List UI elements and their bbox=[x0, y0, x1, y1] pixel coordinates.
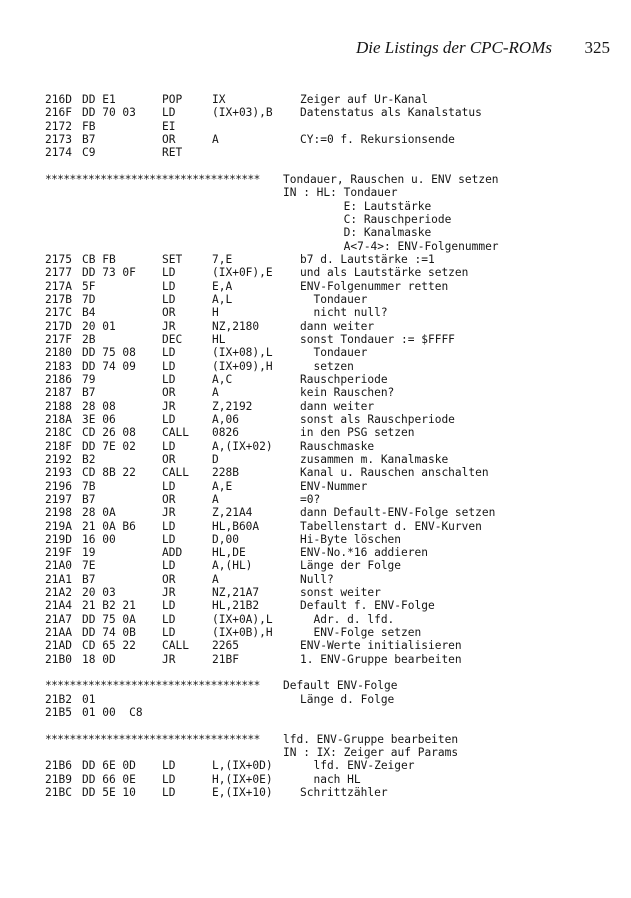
code-line bbox=[0, 373, 631, 386]
comment: lfd. ENV-Zeiger bbox=[300, 759, 415, 773]
address: 217C bbox=[45, 306, 72, 320]
opcode-bytes: B7 bbox=[82, 386, 96, 400]
mnemonic: LD bbox=[162, 532, 176, 546]
mnemonic: JR bbox=[162, 399, 176, 413]
code-line bbox=[0, 320, 631, 333]
comment: ENV-Folge setzen bbox=[300, 626, 422, 640]
operand: (IX+09),H bbox=[212, 359, 273, 373]
address: 2187 bbox=[45, 386, 72, 400]
mnemonic: LD bbox=[162, 106, 176, 120]
mnemonic: JR bbox=[162, 506, 176, 520]
mnemonic: LD bbox=[162, 279, 176, 293]
address: 2186 bbox=[45, 372, 72, 386]
comment: Null? bbox=[300, 572, 334, 586]
address: 218A bbox=[45, 412, 72, 426]
comment: Hi-Byte löschen bbox=[300, 532, 402, 546]
operand: L,(IX+0D) bbox=[212, 759, 273, 773]
address: 21B9 bbox=[45, 772, 72, 786]
code-line bbox=[0, 533, 631, 546]
code-line bbox=[0, 93, 631, 106]
operand: A bbox=[212, 132, 219, 146]
code-line bbox=[0, 759, 631, 772]
comment: D: Kanalmaske bbox=[283, 226, 432, 240]
address: 2193 bbox=[45, 466, 72, 480]
code-line bbox=[0, 786, 631, 799]
address: 219F bbox=[45, 546, 72, 560]
operand: Z,21A4 bbox=[212, 506, 253, 520]
address: 2172 bbox=[45, 119, 72, 133]
comment: 1. ENV-Gruppe bearbeiten bbox=[300, 652, 462, 666]
comment: Zeiger auf Ur-Kanal bbox=[300, 93, 428, 106]
opcode-bytes: 28 08 bbox=[82, 399, 116, 413]
opcode-bytes: 2B bbox=[82, 332, 96, 346]
opcode-bytes: 20 01 bbox=[82, 319, 116, 333]
code-line bbox=[0, 426, 631, 439]
asterisk-separator: *********************************** bbox=[45, 732, 260, 746]
comment: E: Lautstärke bbox=[283, 199, 432, 213]
address: 21B5 bbox=[45, 706, 72, 720]
comment: Tondauer, Rauschen u. ENV setzen bbox=[283, 172, 499, 186]
operand: 0826 bbox=[212, 426, 239, 440]
operand: 21BF bbox=[212, 652, 239, 666]
opcode-bytes: DD 70 03 bbox=[82, 106, 136, 120]
opcode-bytes: 19 bbox=[82, 546, 96, 560]
operand: 2265 bbox=[212, 639, 239, 653]
address: 21AA bbox=[45, 626, 72, 640]
code-line bbox=[0, 386, 631, 399]
code-line bbox=[0, 346, 631, 359]
code-line bbox=[0, 306, 631, 319]
mnemonic: LD bbox=[162, 266, 176, 280]
page-header bbox=[0, 38, 610, 62]
code-line bbox=[0, 546, 631, 559]
running-title: Die Listings der CPC-ROMs bbox=[356, 38, 552, 57]
mnemonic: LD bbox=[162, 612, 176, 626]
assembly-listing bbox=[0, 93, 631, 799]
opcode-bytes: 7B bbox=[82, 479, 96, 493]
comment: dann weiter bbox=[300, 399, 375, 413]
code-line bbox=[0, 599, 631, 612]
opcode-bytes: DD 75 0A bbox=[82, 612, 136, 626]
mnemonic: ADD bbox=[162, 546, 183, 560]
opcode-bytes: DD 7E 02 bbox=[82, 439, 136, 453]
address: 218C bbox=[45, 426, 72, 440]
section-comment-row bbox=[0, 186, 631, 199]
address: 2177 bbox=[45, 266, 72, 280]
code-line bbox=[0, 626, 631, 639]
operand: A bbox=[212, 386, 219, 400]
opcode-bytes: DD 75 08 bbox=[82, 346, 136, 360]
operand: H,(IX+0E) bbox=[212, 772, 273, 786]
section-comment-row bbox=[0, 240, 631, 253]
address: 21B0 bbox=[45, 652, 72, 666]
mnemonic: OR bbox=[162, 572, 176, 586]
operand: (IX+0F),E bbox=[212, 266, 273, 280]
section-comment-row bbox=[0, 200, 631, 213]
operand: HL,B60A bbox=[212, 519, 260, 533]
address: 21B6 bbox=[45, 759, 72, 773]
mnemonic: JR bbox=[162, 586, 176, 600]
comment: ENV-Werte initialisieren bbox=[300, 639, 462, 653]
code-line bbox=[0, 413, 631, 426]
operand: E,(IX+10) bbox=[212, 786, 273, 800]
address: 217F bbox=[45, 332, 72, 346]
mnemonic: LD bbox=[162, 359, 176, 373]
comment: IN : IX: Zeiger auf Params bbox=[283, 746, 459, 760]
comment: Rauschperiode bbox=[300, 372, 388, 386]
code-line bbox=[0, 266, 631, 279]
operand: A,E bbox=[212, 479, 233, 493]
comment: b7 d. Lautstärke :=1 bbox=[300, 252, 435, 266]
mnemonic: LD bbox=[162, 372, 176, 386]
code-line bbox=[0, 400, 631, 413]
code-line bbox=[0, 333, 631, 346]
code-line bbox=[0, 693, 631, 706]
comment: Default f. ENV-Folge bbox=[300, 599, 435, 613]
section-header-row bbox=[0, 173, 631, 186]
opcode-bytes: DD 74 09 bbox=[82, 359, 136, 373]
operand: HL,21B2 bbox=[212, 599, 260, 613]
mnemonic: LD bbox=[162, 786, 176, 800]
opcode-bytes: 79 bbox=[82, 372, 96, 386]
opcode-bytes: 7E bbox=[82, 559, 96, 573]
comment: ENV-Nummer bbox=[300, 479, 368, 493]
opcode-bytes: B2 bbox=[82, 452, 96, 466]
mnemonic: LD bbox=[162, 519, 176, 533]
opcode-bytes: 18 0D bbox=[82, 652, 116, 666]
address: 219A bbox=[45, 519, 72, 533]
operand: HL bbox=[212, 332, 226, 346]
code-line bbox=[0, 466, 631, 479]
address: 21B2 bbox=[45, 692, 72, 706]
operand: (IX+08),L bbox=[212, 346, 273, 360]
mnemonic: LD bbox=[162, 559, 176, 573]
code-line bbox=[0, 280, 631, 293]
address: 21BC bbox=[45, 786, 72, 800]
mnemonic: LD bbox=[162, 292, 176, 306]
code-line bbox=[0, 573, 631, 586]
operand: A,(IX+02) bbox=[212, 439, 273, 453]
comment: CY:=0 f. Rekursionsende bbox=[300, 132, 455, 146]
mnemonic: DEC bbox=[162, 332, 183, 346]
mnemonic: OR bbox=[162, 306, 176, 320]
mnemonic: LD bbox=[162, 759, 176, 773]
comment: =0? bbox=[300, 492, 321, 506]
mnemonic: LD bbox=[162, 412, 176, 426]
code-line bbox=[0, 773, 631, 786]
mnemonic: JR bbox=[162, 652, 176, 666]
comment: ENV-Folgenummer retten bbox=[300, 279, 449, 293]
address: 21A1 bbox=[45, 572, 72, 586]
opcode-bytes: 20 03 bbox=[82, 586, 116, 600]
address: 2188 bbox=[45, 399, 72, 413]
comment: sonst weiter bbox=[300, 586, 381, 600]
comment: nicht null? bbox=[300, 306, 388, 320]
operand: A,L bbox=[212, 292, 233, 306]
code-line bbox=[0, 613, 631, 626]
opcode-bytes: DD 5E 10 bbox=[82, 786, 136, 800]
opcode-bytes: CB FB bbox=[82, 252, 116, 266]
operand: (IX+0A),L bbox=[212, 612, 273, 626]
operand: IX bbox=[212, 93, 226, 106]
section-comment-row bbox=[0, 213, 631, 226]
mnemonic: RET bbox=[162, 146, 183, 160]
mnemonic: OR bbox=[162, 492, 176, 506]
blank-line bbox=[0, 719, 631, 732]
address: 216F bbox=[45, 106, 72, 120]
code-line bbox=[0, 253, 631, 266]
mnemonic: CALL bbox=[162, 466, 189, 480]
mnemonic: LD bbox=[162, 346, 176, 360]
code-line bbox=[0, 440, 631, 453]
mnemonic: OR bbox=[162, 452, 176, 466]
comment: nach HL bbox=[300, 772, 361, 786]
comment: dann weiter bbox=[300, 319, 375, 333]
comment: Kanal u. Rauschen anschalten bbox=[300, 466, 489, 480]
code-line bbox=[0, 706, 631, 719]
operand: A,C bbox=[212, 372, 233, 386]
asterisk-separator: *********************************** bbox=[45, 679, 260, 693]
code-line bbox=[0, 639, 631, 652]
operand: 7,E bbox=[212, 252, 233, 266]
opcode-bytes: DD 6E 0D bbox=[82, 759, 136, 773]
code-line bbox=[0, 146, 631, 159]
operand: A bbox=[212, 572, 219, 586]
address: 2196 bbox=[45, 479, 72, 493]
comment: Tondauer bbox=[300, 292, 368, 306]
opcode-bytes: 3E 06 bbox=[82, 412, 116, 426]
opcode-bytes: B4 bbox=[82, 306, 96, 320]
code-line bbox=[0, 480, 631, 493]
section-comment-row bbox=[0, 226, 631, 239]
opcode-bytes: 21 B2 21 bbox=[82, 599, 136, 613]
comment: Länge der Folge bbox=[300, 559, 402, 573]
comment: Schrittzähler bbox=[300, 786, 388, 800]
address: 218F bbox=[45, 439, 72, 453]
blank-line bbox=[0, 666, 631, 679]
address: 2180 bbox=[45, 346, 72, 360]
opcode-bytes: CD 8B 22 bbox=[82, 466, 136, 480]
address: 2197 bbox=[45, 492, 72, 506]
opcode-bytes: 01 00 C8 bbox=[82, 706, 143, 720]
address: 2174 bbox=[45, 146, 72, 160]
operand: (IX+03),B bbox=[212, 106, 273, 120]
mnemonic: JR bbox=[162, 319, 176, 333]
address: 2183 bbox=[45, 359, 72, 373]
code-line bbox=[0, 293, 631, 306]
code-line bbox=[0, 559, 631, 572]
comment: Tondauer bbox=[300, 346, 368, 360]
section-header-row bbox=[0, 679, 631, 692]
code-line bbox=[0, 133, 631, 146]
comment: sonst als Rauschperiode bbox=[300, 412, 455, 426]
address: 2175 bbox=[45, 252, 72, 266]
comment: Adr. d. lfd. bbox=[300, 612, 395, 626]
address: 2173 bbox=[45, 132, 72, 146]
opcode-bytes: CD 26 08 bbox=[82, 426, 136, 440]
comment: Rauschmaske bbox=[300, 439, 375, 453]
address: 2198 bbox=[45, 506, 72, 520]
mnemonic: OR bbox=[162, 132, 176, 146]
comment: C: Rauschperiode bbox=[283, 212, 452, 226]
address: 21A7 bbox=[45, 612, 72, 626]
opcode-bytes: DD E1 bbox=[82, 93, 116, 106]
asterisk-separator: *********************************** bbox=[45, 172, 260, 186]
opcode-bytes: C9 bbox=[82, 146, 96, 160]
comment: kein Rauschen? bbox=[300, 386, 395, 400]
code-line bbox=[0, 493, 631, 506]
code-line bbox=[0, 586, 631, 599]
opcode-bytes: FB bbox=[82, 119, 96, 133]
operand: (IX+0B),H bbox=[212, 626, 273, 640]
comment: lfd. ENV-Gruppe bearbeiten bbox=[283, 732, 459, 746]
opcode-bytes: DD 74 0B bbox=[82, 626, 136, 640]
mnemonic: LD bbox=[162, 626, 176, 640]
mnemonic: CALL bbox=[162, 639, 189, 653]
mnemonic: LD bbox=[162, 479, 176, 493]
address: 217A bbox=[45, 279, 72, 293]
operand: 228B bbox=[212, 466, 239, 480]
operand: E,A bbox=[212, 279, 233, 293]
blank-line bbox=[0, 160, 631, 173]
operand: HL,DE bbox=[212, 546, 246, 560]
code-line bbox=[0, 653, 631, 666]
opcode-bytes: 7D bbox=[82, 292, 96, 306]
opcode-bytes: DD 73 0F bbox=[82, 266, 136, 280]
operand: A bbox=[212, 492, 219, 506]
mnemonic: SET bbox=[162, 252, 183, 266]
comment: setzen bbox=[300, 359, 354, 373]
comment: zusammen m. Kanalmaske bbox=[300, 452, 449, 466]
mnemonic: LD bbox=[162, 772, 176, 786]
address: 217B bbox=[45, 292, 72, 306]
opcode-bytes: B7 bbox=[82, 572, 96, 586]
address: 21AD bbox=[45, 639, 72, 653]
mnemonic: EI bbox=[162, 119, 176, 133]
comment: in den PSG setzen bbox=[300, 426, 415, 440]
comment: dann Default-ENV-Folge setzen bbox=[300, 506, 496, 520]
section-header-row bbox=[0, 733, 631, 746]
code-line bbox=[0, 120, 631, 133]
mnemonic: POP bbox=[162, 93, 183, 106]
opcode-bytes: 16 00 bbox=[82, 532, 116, 546]
address: 21A0 bbox=[45, 559, 72, 573]
mnemonic: OR bbox=[162, 386, 176, 400]
opcode-bytes: CD 65 22 bbox=[82, 639, 136, 653]
code-line bbox=[0, 360, 631, 373]
code-line bbox=[0, 453, 631, 466]
comment: IN : HL: Tondauer bbox=[283, 186, 398, 200]
operand: D,00 bbox=[212, 532, 239, 546]
opcode-bytes: 28 0A bbox=[82, 506, 116, 520]
address: 21A2 bbox=[45, 586, 72, 600]
opcode-bytes: 01 bbox=[82, 692, 96, 706]
comment: sonst Tondauer := $FFFF bbox=[300, 332, 455, 346]
address: 216D bbox=[45, 93, 72, 106]
operand: Z,2192 bbox=[212, 399, 253, 413]
comment: Datenstatus als Kanalstatus bbox=[300, 106, 482, 120]
opcode-bytes: 5F bbox=[82, 279, 96, 293]
address: 21A4 bbox=[45, 599, 72, 613]
section-comment-row bbox=[0, 746, 631, 759]
comment: Default ENV-Folge bbox=[283, 679, 398, 693]
address: 2192 bbox=[45, 452, 72, 466]
operand: A,(HL) bbox=[212, 559, 253, 573]
comment: ENV-No.*16 addieren bbox=[300, 546, 428, 560]
address: 219D bbox=[45, 532, 72, 546]
mnemonic: CALL bbox=[162, 426, 189, 440]
mnemonic: LD bbox=[162, 439, 176, 453]
code-line bbox=[0, 106, 631, 119]
operand: NZ,2180 bbox=[212, 319, 260, 333]
comment: und als Lautstärke setzen bbox=[300, 266, 469, 280]
comment: Tabellenstart d. ENV-Kurven bbox=[300, 519, 482, 533]
mnemonic: LD bbox=[162, 599, 176, 613]
comment: A<7-4>: ENV-Folgenummer bbox=[283, 239, 499, 253]
operand: NZ,21A7 bbox=[212, 586, 260, 600]
page-number: 325 bbox=[584, 38, 610, 57]
opcode-bytes: B7 bbox=[82, 132, 96, 146]
opcode-bytes: 21 0A B6 bbox=[82, 519, 136, 533]
operand: H bbox=[212, 306, 219, 320]
operand: A,06 bbox=[212, 412, 239, 426]
opcode-bytes: B7 bbox=[82, 492, 96, 506]
code-line bbox=[0, 506, 631, 519]
opcode-bytes: DD 66 0E bbox=[82, 772, 136, 786]
operand: D bbox=[212, 452, 219, 466]
comment: Länge d. Folge bbox=[300, 692, 395, 706]
code-line bbox=[0, 520, 631, 533]
address: 217D bbox=[45, 319, 72, 333]
